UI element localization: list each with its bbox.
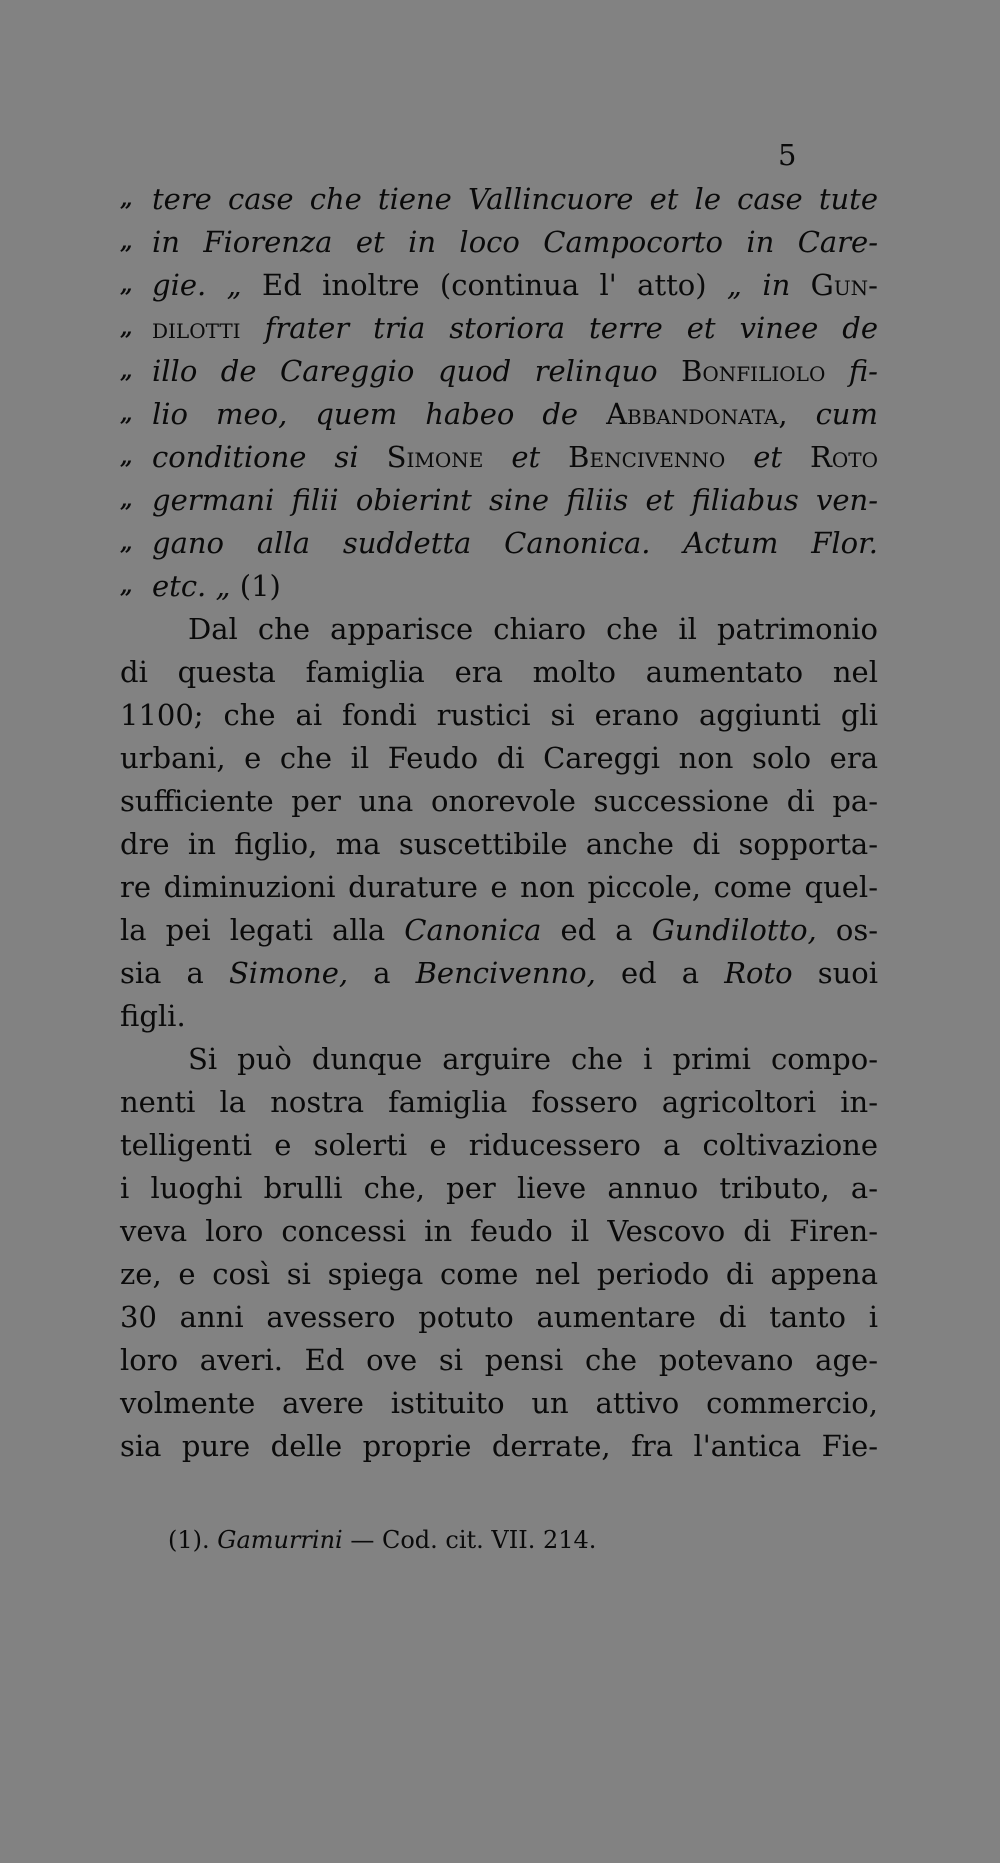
text-line — [120, 866, 878, 909]
text-line — [120, 909, 878, 952]
footnote-marker: (1). — [168, 1526, 210, 1554]
text-line — [120, 522, 878, 565]
text-line — [120, 1167, 878, 1210]
text-segment: frater tria storiora terre et vinee de — [240, 311, 878, 345]
text-line — [120, 1339, 878, 1382]
text-segment: di questa famiglia era molto aumentato nel — [120, 655, 878, 689]
text-segment: cum — [787, 397, 878, 431]
quote-mark: „ — [120, 487, 133, 513]
text-segment: volmente avere istituito un attivo commercio, — [120, 1386, 878, 1420]
text-segment: Dal che apparisce chiaro che il patrimonio — [188, 612, 878, 646]
text-line — [120, 221, 878, 264]
text-segment: figli. — [120, 999, 186, 1033]
text-segment: tere case che tiene Vallincuore et le case tute — [152, 182, 878, 216]
text-segment: Bencivenno — [568, 440, 726, 474]
text-segment: Simone, — [228, 956, 349, 990]
text-line — [120, 350, 878, 393]
text-segment: ed a — [595, 956, 725, 990]
text-segment: fi- — [825, 354, 878, 388]
text-segment: „ in — [726, 268, 791, 302]
text-line — [120, 780, 878, 823]
text-line — [120, 952, 878, 995]
quote-mark: „ — [120, 573, 133, 599]
text-segment: la pei legati alla — [120, 913, 405, 947]
quote-mark: „ — [120, 444, 133, 470]
text-line — [120, 995, 878, 1038]
text-line — [120, 651, 878, 694]
text-segment: Bonfiliolo — [681, 354, 826, 388]
text-segment: sufficiente per una onorevole successione di pa- — [120, 784, 878, 818]
text-line — [120, 1425, 878, 1468]
text-segment: 30 anni avessero potuto aumentare di tanto i — [120, 1300, 878, 1334]
text-line — [120, 737, 878, 780]
text-segment: Si può dunque arguire che i primi compo- — [188, 1042, 878, 1076]
text-line — [120, 1296, 878, 1339]
text-segment: sia pure delle proprie derrate, fra l'antica Fie- — [120, 1429, 878, 1463]
text-segment: veva loro concessi in feudo il Vescovo di Firen- — [120, 1214, 878, 1248]
text-segment: et — [725, 440, 811, 474]
text-segment: Ed inoltre (continua l' atto) — [241, 268, 727, 302]
text-line — [120, 178, 878, 221]
text-segment: gie. „ — [152, 268, 242, 302]
text-segment: Gun- — [790, 268, 878, 302]
quote-mark: „ — [120, 186, 133, 212]
body-text — [120, 178, 878, 1468]
text-segment: os- — [816, 913, 879, 947]
text-line — [120, 479, 878, 522]
text-segment: sia a — [120, 956, 229, 990]
quote-mark: „ — [120, 315, 133, 341]
text-segment: dilotti — [152, 311, 241, 345]
text-segment: gano alla suddetta Canonica. Actum Flor. — [152, 526, 878, 560]
text-line — [120, 1038, 878, 1081]
text-segment: a — [348, 956, 416, 990]
footnote-author: Gamurrini — [217, 1526, 343, 1554]
text-segment: et — [483, 440, 569, 474]
quote-mark: „ — [120, 229, 133, 255]
text-line — [120, 1382, 878, 1425]
text-segment: Simone — [386, 440, 484, 474]
quote-mark: „ — [120, 272, 133, 298]
text-line — [120, 1081, 878, 1124]
text-line — [120, 565, 878, 608]
text-segment: nenti la nostra famiglia fossero agricoltori in- — [120, 1085, 878, 1119]
text-segment: loro averi. Ed ove si pensi che potevano age- — [120, 1343, 878, 1377]
text-segment: in Fiorenza et in loco Campocorto in Care- — [152, 225, 878, 259]
text-segment: ed a — [541, 913, 652, 947]
text-line — [120, 436, 878, 479]
text-segment: lio meo, quem habeo de — [152, 397, 607, 431]
text-segment: illo de Careggio quod relinquo — [152, 354, 682, 388]
page-number: 5 — [778, 138, 797, 172]
footnote-citation: — Cod. cit. VII. 214. — [342, 1526, 597, 1554]
text-segment: telligenti e solerti e riducessero a coltivazione — [120, 1128, 878, 1162]
text-line — [120, 1124, 878, 1167]
text-segment: Abbandonata, — [606, 397, 788, 431]
quote-mark: „ — [120, 401, 133, 427]
text-segment: i luoghi brulli che, per lieve annuo tributo, a- — [120, 1171, 878, 1205]
text-line — [120, 823, 878, 866]
text-line — [120, 608, 878, 651]
text-segment: etc. „ — [152, 569, 231, 603]
text-segment: re diminuzioni durature e non piccole, come quel- — [120, 870, 878, 904]
text-segment: Canonica — [404, 913, 542, 947]
text-segment: Bencivenno, — [415, 956, 596, 990]
quote-mark: „ — [120, 530, 133, 556]
text-line — [120, 264, 878, 307]
text-segment: Roto — [810, 440, 878, 474]
text-segment: dre in figlio, ma suscettibile anche di sopporta- — [120, 827, 878, 861]
text-line — [120, 393, 878, 436]
text-segment: Gundilotto, — [651, 913, 817, 947]
text-segment: 1100; che ai fondi rustici si erano aggiunti gli — [120, 698, 878, 732]
text-line — [120, 1210, 878, 1253]
text-line — [120, 694, 878, 737]
quote-mark: „ — [120, 358, 133, 384]
text-segment: urbani, e che il Feudo di Careggi non solo era — [120, 741, 878, 775]
text-line — [120, 307, 878, 350]
text-line — [120, 1253, 878, 1296]
text-segment: (1) — [230, 569, 281, 603]
text-segment: germani filii obierint sine filiis et filiabus ven- — [152, 483, 878, 517]
text-segment: Roto — [724, 956, 793, 990]
text-segment: conditione si — [152, 440, 387, 474]
text-segment: ze, e così si spiega come nel periodo di appena — [120, 1257, 878, 1291]
text-segment: suoi — [792, 956, 879, 990]
footnote — [168, 1526, 596, 1554]
